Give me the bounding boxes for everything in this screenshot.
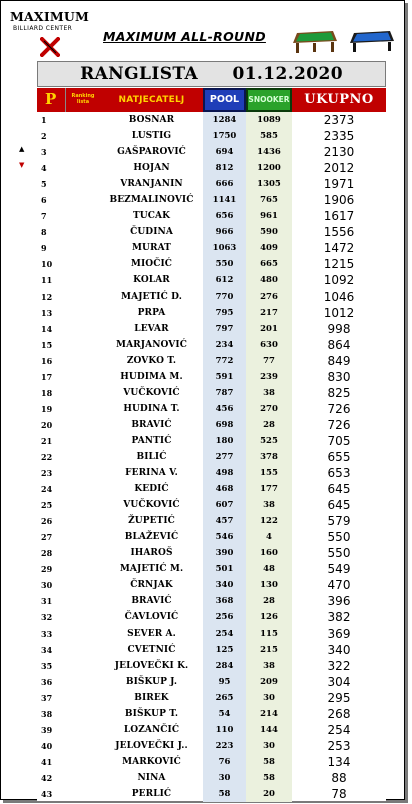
position-cell: 15 [41, 339, 53, 350]
table-row [37, 192, 386, 208]
snooker-cell: 765 [260, 195, 278, 206]
total-cell: 849 [327, 353, 351, 368]
snooker-cell: 1089 [257, 115, 281, 125]
total-cell: 304 [327, 674, 351, 689]
snooker-cell: 961 [260, 211, 278, 222]
ranglista-title [37, 61, 386, 87]
table-row [37, 256, 386, 272]
ranglista-label: RANGLISTA [80, 64, 199, 84]
total-cell: 382 [327, 610, 351, 625]
name-cell: CVETNIĆ [127, 644, 176, 655]
table-row [37, 577, 386, 593]
snooker-cell: 38 [263, 500, 275, 511]
name-cell: VUČKOVIĆ [123, 387, 180, 398]
total-cell: 830 [327, 369, 351, 384]
total-cell: 2130 [323, 145, 355, 160]
maximum-logo [7, 7, 90, 59]
name-cell: LEVAR [134, 323, 169, 334]
position-cell: 13 [41, 307, 53, 318]
table-row [37, 609, 386, 625]
pool-cell: 770 [215, 291, 234, 302]
total-cell: 653 [327, 466, 351, 481]
name-cell: BOSNAR [128, 115, 175, 125]
total-cell: 88 [331, 770, 347, 785]
total-cell: 340 [327, 642, 351, 657]
pool-cell: 468 [215, 484, 234, 495]
snooker-cell: 115 [260, 628, 278, 639]
snooker-cell: 38 [263, 660, 275, 671]
position-cell: 21 [41, 435, 53, 446]
total-cell: 726 [327, 401, 351, 416]
col-header-position: P [37, 88, 66, 112]
name-cell: MAJETIĆ M. [119, 564, 184, 575]
logo-main-text: MAXIMUM [10, 9, 90, 24]
snooker-cell: 30 [263, 740, 275, 751]
position-cell: 30 [41, 580, 53, 591]
table-row [37, 786, 386, 802]
snooker-cell: 155 [260, 468, 278, 479]
pool-cell: 607 [215, 500, 234, 511]
total-cell: 134 [327, 754, 351, 769]
position-cell: 1 [41, 115, 47, 125]
position-cell: 17 [41, 371, 53, 382]
pool-cell: 256 [215, 612, 234, 623]
total-cell: 1906 [323, 193, 355, 208]
pool-cell: 30 [218, 772, 231, 783]
total-cell: 825 [327, 385, 351, 400]
table-row [37, 674, 386, 690]
name-cell: MARKOVIĆ [122, 756, 181, 767]
snooker-cell: 585 [260, 131, 278, 142]
name-cell: PRPA [137, 307, 166, 318]
position-cell: 32 [41, 612, 53, 623]
table-row [37, 754, 386, 770]
table-row [37, 690, 386, 706]
snooker-cell: 4 [266, 532, 272, 543]
pool-cell: 95 [218, 676, 231, 687]
table-row [37, 561, 386, 577]
total-cell: 1092 [323, 273, 355, 288]
snooker-cell: 58 [263, 756, 275, 767]
table-row [37, 385, 386, 401]
total-cell: 864 [327, 337, 351, 352]
position-cell: 29 [41, 564, 53, 575]
table-row [37, 289, 386, 305]
snooker-cell: 525 [260, 435, 278, 446]
position-cell: 23 [41, 468, 53, 479]
snooker-cell: 217 [260, 307, 278, 318]
snooker-cell: 30 [263, 692, 275, 703]
pool-cell: 498 [215, 468, 234, 479]
pool-cell: 265 [215, 692, 234, 703]
table-row [37, 160, 386, 176]
snooker-cell: 209 [260, 676, 278, 687]
col-header-total: UKUPNO [292, 88, 386, 112]
snooker-cell: 276 [260, 291, 278, 302]
name-cell: KOLAR [133, 275, 170, 286]
position-cell: 8 [41, 227, 47, 238]
table-row [37, 513, 386, 529]
snooker-cell: 160 [260, 548, 278, 559]
pool-cell: 54 [218, 708, 231, 719]
position-cell: 31 [41, 596, 53, 607]
position-cell: 24 [41, 484, 53, 495]
name-cell: FERINA V. [125, 468, 178, 479]
logo-x-icon [40, 37, 60, 57]
position-cell: 42 [41, 772, 53, 783]
position-cell: 5 [41, 179, 47, 190]
snooker-cell: 20 [263, 788, 275, 799]
name-cell: BIREK [134, 692, 169, 703]
position-cell: 10 [41, 259, 53, 270]
name-cell: HOJAN [133, 163, 170, 174]
position-cell: 9 [41, 243, 47, 254]
position-cell: 14 [41, 323, 53, 334]
pool-cell: 340 [215, 580, 234, 591]
snooker-cell: 144 [260, 724, 278, 735]
snooker-cell: 630 [260, 339, 278, 350]
total-cell: 549 [327, 562, 351, 577]
snooker-cell: 58 [263, 772, 275, 783]
total-cell: 2335 [323, 129, 355, 144]
snooker-cell: 38 [263, 387, 275, 398]
table-row [37, 272, 386, 288]
table-row [37, 770, 386, 786]
snooker-table-icon [291, 27, 339, 55]
name-cell: ČUDINA [130, 227, 173, 238]
table-row [37, 369, 386, 385]
total-cell: 470 [327, 578, 351, 593]
name-cell: BEZMALINOVIĆ [109, 195, 194, 206]
pool-cell: 284 [215, 660, 234, 671]
name-cell: MARJANOVIĆ [116, 339, 187, 350]
total-cell: 78 [331, 786, 347, 801]
name-cell: JELOVEČKI K. [114, 660, 189, 671]
pool-cell: 125 [215, 644, 234, 655]
table-row [37, 497, 386, 513]
total-cell: 295 [327, 690, 351, 705]
name-cell: MURAT [132, 243, 171, 254]
position-cell: 40 [41, 740, 53, 751]
pool-cell: 1141 [212, 195, 237, 206]
position-cell: 33 [41, 628, 53, 639]
name-cell: VUČKOVIĆ [123, 500, 180, 511]
col-header-pool: POOL [203, 88, 246, 112]
position-cell: 28 [41, 548, 53, 559]
position-cell: 4 [41, 163, 47, 174]
snooker-cell: 48 [263, 564, 275, 575]
name-cell: MAJETIĆ D. [121, 291, 182, 302]
table-row [37, 401, 386, 417]
pool-cell: 797 [215, 323, 234, 334]
total-cell: 645 [327, 482, 351, 497]
table-row [37, 224, 386, 240]
name-cell: LOZANČIĆ [123, 724, 180, 735]
position-cell: 39 [41, 724, 53, 735]
total-cell: 369 [327, 626, 351, 641]
pool-cell: 812 [215, 163, 234, 174]
trend-up-icon: ▲ [19, 145, 25, 153]
position-cell: 18 [41, 387, 53, 398]
snooker-cell: 378 [260, 451, 278, 462]
pool-cell: 591 [215, 371, 234, 382]
position-cell: 41 [41, 756, 53, 767]
snooker-cell: 201 [260, 323, 278, 334]
total-cell: 1617 [323, 209, 355, 224]
table-row [37, 706, 386, 722]
total-cell: 1472 [323, 241, 355, 256]
position-cell: 34 [41, 644, 53, 655]
snooker-cell: 215 [260, 644, 278, 655]
table-row [37, 626, 386, 642]
table-row [37, 112, 386, 128]
pool-cell: 457 [215, 516, 234, 527]
pool-cell: 368 [215, 596, 234, 607]
pool-cell: 966 [215, 227, 234, 238]
col-header-ranking: Ranking lista [66, 88, 100, 112]
table-row [37, 417, 386, 433]
position-cell: 38 [41, 708, 53, 719]
pool-cell: 694 [215, 147, 234, 158]
position-cell: 12 [41, 291, 53, 302]
total-cell: 2373 [323, 113, 355, 127]
pool-cell: 772 [215, 355, 234, 366]
name-cell: HUDIMA M. [120, 371, 183, 382]
total-cell: 268 [327, 706, 351, 721]
snooker-cell: 1200 [257, 163, 281, 174]
position-cell: 3 [41, 147, 47, 158]
name-cell: IHAROŠ [130, 548, 173, 559]
snooker-cell: 1305 [257, 179, 281, 190]
table-row [37, 738, 386, 754]
name-cell: MIOČIĆ [130, 259, 173, 270]
name-cell: BIŠKUP J. [125, 676, 178, 687]
table-row [37, 465, 386, 481]
name-cell: PERLIĆ [131, 788, 172, 799]
name-cell: ZOVKO T. [126, 355, 177, 366]
total-cell: 322 [327, 658, 351, 673]
snooker-cell: 480 [260, 275, 278, 286]
position-cell: 7 [41, 211, 47, 222]
total-cell: 550 [327, 530, 351, 545]
position-cell: 19 [41, 403, 53, 414]
table-row [37, 240, 386, 256]
pool-cell: 180 [215, 435, 234, 446]
total-cell: 1556 [323, 225, 355, 240]
snooker-cell: 126 [260, 612, 278, 623]
position-cell: 16 [41, 355, 53, 366]
table-row [37, 449, 386, 465]
snooker-cell: 214 [260, 708, 278, 719]
snooker-cell: 122 [260, 516, 278, 527]
table-row [37, 321, 386, 337]
pool-cell: 254 [215, 628, 234, 639]
name-cell: KEDIĆ [134, 484, 169, 495]
pool-cell: 456 [215, 403, 234, 414]
ranking-sheet [37, 61, 386, 801]
header-title: MAXIMUM ALL-ROUND [103, 29, 266, 44]
pool-cell: 787 [215, 387, 234, 398]
total-cell: 550 [327, 546, 351, 561]
total-cell: 396 [327, 594, 351, 609]
pool-cell: 390 [215, 548, 234, 559]
table-row [37, 433, 386, 449]
position-cell: 36 [41, 676, 53, 687]
pool-cell: 76 [218, 756, 231, 767]
snooker-cell: 130 [260, 580, 278, 591]
snooker-cell: 28 [263, 596, 275, 607]
pool-cell: 501 [215, 564, 234, 575]
table-row [37, 642, 386, 658]
table-row [37, 481, 386, 497]
ranking-rows [37, 112, 386, 802]
position-cell: 22 [41, 451, 53, 462]
name-cell: ČRNJAK [130, 580, 173, 591]
pool-cell: 546 [215, 532, 234, 543]
name-cell: BLAŽEVIĆ [124, 532, 179, 543]
pool-cell: 58 [218, 788, 231, 799]
snooker-cell: 1436 [257, 147, 281, 158]
name-cell: ČAVLOVIĆ [124, 612, 179, 623]
snooker-cell: 177 [260, 484, 278, 495]
name-cell: LUSTIG [131, 131, 172, 142]
total-cell: 2012 [323, 161, 355, 176]
total-cell: 1046 [323, 289, 355, 304]
snooker-cell: 77 [263, 355, 275, 366]
name-cell: NINA [137, 772, 166, 783]
table-row [37, 176, 386, 192]
table-row [37, 529, 386, 545]
snooker-cell: 270 [260, 403, 278, 414]
table-row [37, 722, 386, 738]
total-cell: 254 [327, 722, 351, 737]
position-cell: 6 [41, 195, 47, 206]
position-cell: 35 [41, 660, 53, 671]
pool-cell: 550 [215, 259, 234, 270]
ranglista-date: 01.12.2020 [232, 64, 343, 84]
total-cell: 1215 [323, 257, 355, 272]
col-header-snooker: SNOOKER [246, 88, 292, 112]
logo-sub-text: BILLIARD CENTER [13, 25, 73, 32]
total-cell: 1971 [323, 177, 355, 192]
position-cell: 26 [41, 516, 53, 527]
total-cell: 726 [327, 417, 351, 432]
pool-cell: 795 [215, 307, 234, 318]
name-cell: SEVER A. [127, 628, 176, 639]
snooker-cell: 28 [263, 419, 275, 430]
position-cell: 2 [41, 131, 47, 142]
table-row [37, 128, 386, 144]
pool-table-icon [348, 27, 396, 55]
pool-cell: 1750 [212, 131, 237, 142]
pool-cell: 1284 [212, 115, 237, 125]
pool-cell: 223 [215, 740, 234, 751]
position-cell: 37 [41, 692, 53, 703]
name-cell: JELOVEČKI J.. [115, 740, 188, 751]
total-cell: 655 [327, 449, 351, 464]
snooker-cell: 665 [260, 259, 278, 270]
name-cell: BRAVIĆ [131, 596, 172, 607]
total-cell: 579 [327, 514, 351, 529]
name-cell: BIŠKUP T. [124, 708, 179, 719]
total-cell: 1012 [323, 305, 355, 320]
table-row [37, 353, 386, 369]
pool-cell: 612 [215, 275, 234, 286]
position-cell: 11 [41, 275, 53, 286]
pool-cell: 698 [215, 419, 234, 430]
pool-cell: 277 [215, 451, 234, 462]
snooker-cell: 409 [260, 243, 278, 254]
total-cell: 705 [327, 433, 351, 448]
total-cell: 645 [327, 498, 351, 513]
trend-down-icon: ▼ [19, 161, 25, 169]
name-cell: VRANJANIN [120, 179, 183, 190]
snooker-cell: 239 [260, 371, 278, 382]
name-cell: HUDINA T. [123, 403, 180, 414]
table-row [37, 144, 386, 160]
total-cell: 998 [327, 321, 351, 336]
pool-cell: 1063 [212, 243, 237, 254]
position-cell: 20 [41, 419, 53, 430]
table-row [37, 305, 386, 321]
name-cell: TUCAK [132, 211, 170, 222]
name-cell: PANTIĆ [131, 435, 172, 446]
table-row [37, 208, 386, 224]
table-row [37, 337, 386, 353]
pool-cell: 110 [215, 724, 234, 735]
pool-cell: 666 [215, 179, 234, 190]
position-cell: 27 [41, 532, 53, 543]
col-header-name: NATJECATELJ [100, 88, 203, 112]
total-cell: 253 [327, 738, 351, 753]
table-row [37, 658, 386, 674]
position-cell: 43 [41, 788, 53, 799]
name-cell: ŽUPETIĆ [128, 516, 175, 527]
snooker-cell: 590 [260, 227, 278, 238]
table-row [37, 545, 386, 561]
table-row [37, 593, 386, 609]
name-cell: BILIĆ [136, 451, 167, 462]
position-cell: 25 [41, 500, 53, 511]
name-cell: BRAVIĆ [131, 419, 172, 430]
pool-cell: 656 [215, 211, 234, 222]
name-cell: GAŠPAROVIĆ [117, 147, 186, 158]
pool-cell: 234 [215, 339, 234, 350]
